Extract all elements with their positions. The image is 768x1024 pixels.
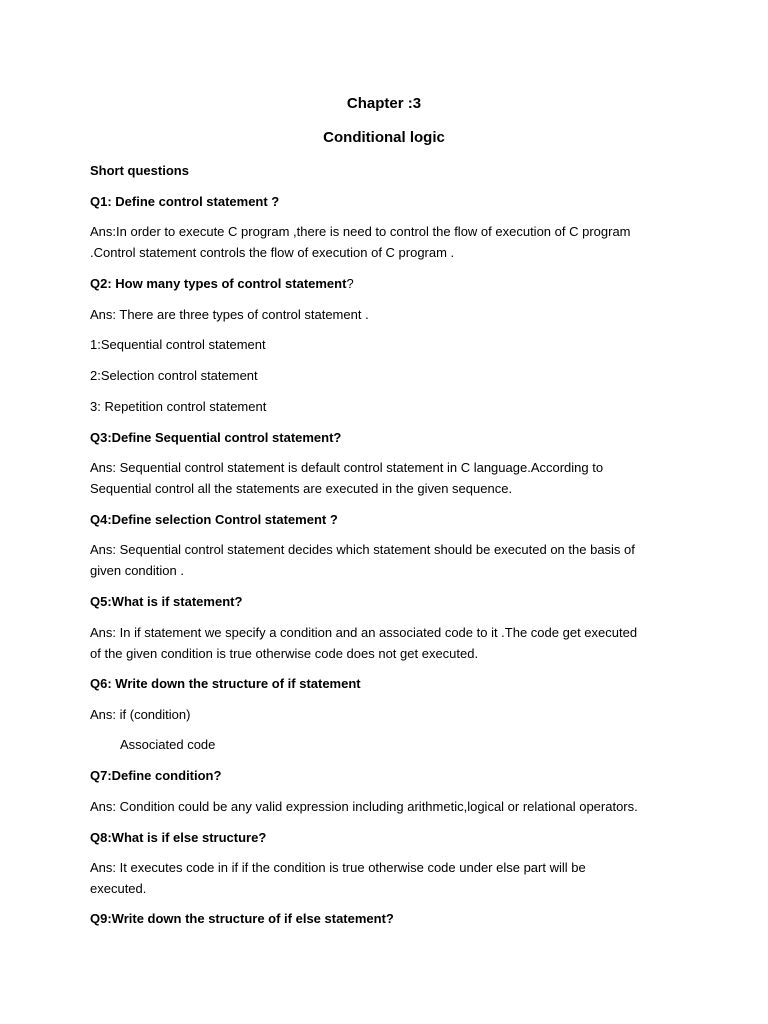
section-heading: Short questions <box>90 163 189 178</box>
question-2-text: Q2: How many types of control statement <box>90 276 347 291</box>
question-6: Q6: Write down the structure of if statement <box>90 676 361 691</box>
question-9: Q9:Write down the structure of if else statement? <box>90 911 394 926</box>
question-2 <box>90 274 354 294</box>
answer-8-line-2: executed. <box>90 881 147 896</box>
answer-1-line-2: .Control statement controls the flow of execution of C program . <box>90 245 455 260</box>
answer-4-line-2: given condition . <box>90 563 184 578</box>
list-item: 2:Selection control statement <box>90 368 258 383</box>
answer-4-line-1: Ans: Sequential control statement decides which statement should be executed on the basis of <box>90 542 635 557</box>
code-line: Associated code <box>120 737 216 752</box>
answer-5-line-2: of the given condition is true otherwise code does not get executed. <box>90 646 479 661</box>
list-item: 1:Sequential control statement <box>90 337 266 352</box>
question-3: Q3:Define Sequential control statement? <box>90 430 342 445</box>
answer-3-line-2: Sequential control all the statements are executed in the given sequence. <box>90 481 513 496</box>
question-4: Q4:Define selection Control statement ? <box>90 512 338 527</box>
answer-2: Ans: There are three types of control statement . <box>90 307 369 322</box>
answer-1-line-1: Ans:In order to execute C program ,there is need to control the flow of execution of C program <box>90 224 631 239</box>
answer-5-line-1: Ans: In if statement we specify a condition and an associated code to it .The code get executed <box>90 625 638 640</box>
answer-7: Ans: Condition could be any valid expression including arithmetic,logical or relational operators. <box>90 799 638 814</box>
question-2-mark: ? <box>346 276 354 291</box>
question-8: Q8:What is if else structure? <box>90 830 267 845</box>
question-5: Q5:What is if statement? <box>90 594 243 609</box>
answer-8-line-1: Ans: It executes code in if if the condition is true otherwise code under else part will be <box>90 860 586 875</box>
chapter-heading: Chapter :3 <box>346 95 422 112</box>
question-7: Q7:Define condition? <box>90 768 222 783</box>
answer-3-line-1: Ans: Sequential control statement is default control statement in C language.According to <box>90 460 604 475</box>
chapter-title: Conditional logic <box>323 129 445 146</box>
list-item: 3: Repetition control statement <box>90 399 267 414</box>
question-1: Q1: Define control statement ? <box>90 194 280 209</box>
answer-6: Ans: if (condition) <box>90 707 191 722</box>
